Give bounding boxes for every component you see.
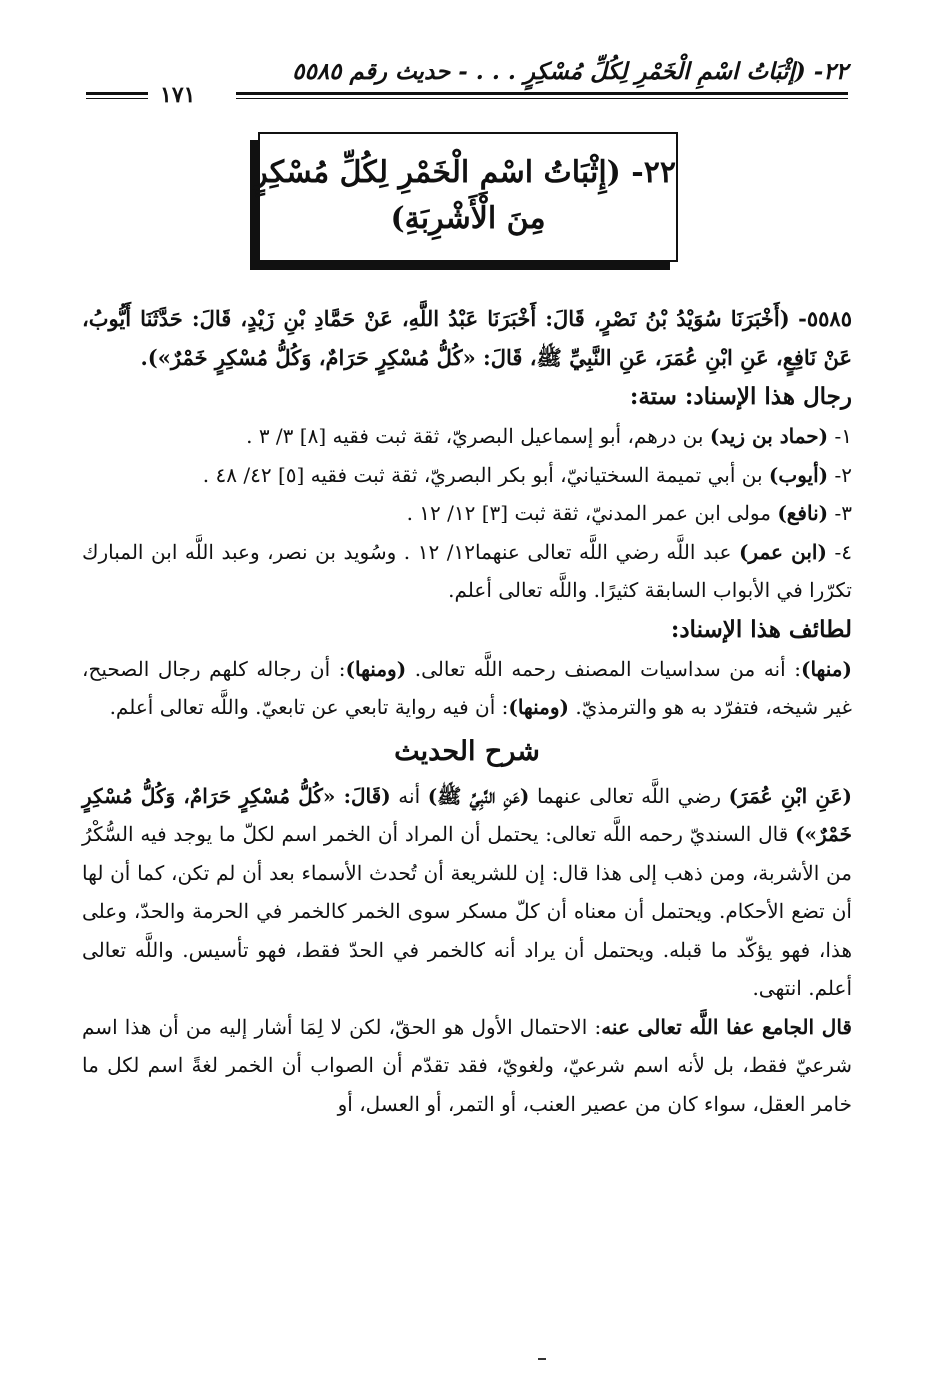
narrator-details: بن درهم، أبو إسماعيل البصريّ، ثقة ثبت فقيه [٨] ٣/ ٣ . <box>246 424 710 448</box>
narrator-name: (ابن عمر) <box>738 539 827 564</box>
chapter-title-line-1: ٢٢- (إِثْبَاتُ اسْمِ الْخَمْرِ لِكُلِّ مُسْكِرٍ <box>253 155 676 190</box>
page-content <box>82 300 852 1123</box>
narrator-name: (نافع) <box>777 501 829 525</box>
explanation-text: : الاحتمال الأول هو الحقّ، لكن لا لِمَا أشار إليه من أن هذا اسم شرعيّ فقط، بل لأنه اسم شرعيّ، ولغويّ، فقد تقدّم أن الصواب أن الخمر لغةً اسم لكل ما خامر العقل، سواء كان من عصير العنب، أو التمر، أو العسل، أو <box>82 1014 852 1116</box>
narrator-prefix: ٤- <box>826 539 852 564</box>
quoted-phrase: (عَنِ النَّبِيِّ ﷺ) <box>427 783 530 808</box>
narrator-item-2 <box>82 456 852 495</box>
page-number: ١٧١ <box>160 82 196 108</box>
hadith-paragraph <box>82 300 852 377</box>
running-title: ٢٢- (إثْبَاتُ اسْمِ الْخَمْرِ لِكُلِّ مُسْكِرٍ . . . - حديث رقم ٥٥٨٥ <box>292 58 848 85</box>
narrator-prefix: ١- <box>828 424 852 448</box>
explanation-text: أنه <box>390 783 428 808</box>
narrator-item-1 <box>82 417 852 456</box>
subtlety-label: (ومنها) <box>345 656 407 681</box>
subtlety-text: : أن رجاله كلهم رجال الصحيح، غير شيخه، فتفرّد به هو والترمذيّ. <box>82 656 852 719</box>
quoted-phrase: (عَنِ ابْنِ عُمَرَ) <box>728 783 852 808</box>
explanation-paragraph-1 <box>82 777 852 1008</box>
narrator-details: بن أبي تميمة السختيانيّ، أبو بكر البصريّ، ثقة ثبت فقيه [٥] ٤٢/ ٤٨ . <box>202 462 769 487</box>
chapter-title-box <box>253 132 678 262</box>
page-end-mark <box>538 1358 546 1360</box>
narrators-heading: رجال هذا الإسناد: ستة: <box>629 383 852 410</box>
explanation-text: رضي اللَّه تعالى عنهما <box>529 783 729 808</box>
subtlety-label: (ومنها) <box>508 695 570 719</box>
subtlety-text: : أن فيه رواية تابعي عن تابعيّ. واللَّه تعالى أعلم. <box>109 695 509 719</box>
running-header <box>86 52 848 108</box>
narrator-name: (حماد بن زيد) <box>709 424 829 448</box>
subtleties-heading: لطائف هذا الإسناد: <box>670 615 852 643</box>
narrator-item-4 <box>82 533 852 610</box>
explanation-text: قال السنديّ رحمه اللَّه تعالى: يحتمل أن المراد أن الخمر اسم لكلّ ما يوجد فيه السُّكْرُ من الأشربة، ومن ذهب إلى هذا قال: إن للشريعة أن تُحدث الأسماء بعد أن لم تكن، كما أن لها أن تضع الأحكام. ويحتمل أن معناه أن كلّ مسكر سوى الخمر كالخمر في الحرمة والحدّ، وعلى هذا، فهو يؤكّد ما قبله. ويحتمل أن يراد أنه كالخمر في الحدّ فقط، فهو تأسيس. واللَّه تعالى أعلم. انتهى. <box>82 822 852 1000</box>
narrator-item-3 <box>82 494 852 533</box>
author-remark-label: قال الجامع عفا اللَّه تعالى عنه <box>601 1014 852 1039</box>
subtleties-paragraph <box>82 650 852 727</box>
narrator-details: عبد اللَّه رضي اللَّه تعالى عنهما١٢/ ١٢ . وسُويد بن نصر، وعبد اللَّه ابن المبارك تكرّرا في الأبواب السابقة كثيرًا. واللَّه تعالى أعلم. <box>82 539 852 602</box>
subtlety-text: : أنه من سداسيات المصنف رحمه اللَّه تعالى. <box>406 656 801 681</box>
header-rule-long <box>236 92 848 99</box>
hadith-number: ٥٥٨٥- <box>798 306 852 331</box>
narrator-name: (أيوب) <box>768 462 829 487</box>
narrator-details: مولى ابن عمر المدنيّ، ثقة ثبت [٣] ١٢/ ١٢ . <box>406 501 778 525</box>
subtlety-label: (منها) <box>801 656 852 681</box>
quoted-phrase: (قَالَ: «كُلُّ مُسْكِرٍ حَرَامٌ، وَكُلُّ مُسْكِرٍ خَمْرٌ») <box>82 783 852 846</box>
explanation-heading: شرح الحديث <box>394 735 540 767</box>
chapter-title-line-2: مِنَ الْأَشْرِبَةِ) <box>390 201 546 236</box>
hadith-text: (أَخْبَرَنَا سُوَيْدُ بْنُ نَصْرٍ، قَالَ: أَخْبَرَنَا عَبْدُ اللَّهِ، عَنْ حَمَّادِ بْنِ زَيْدٍ، قَالَ: حَدَّثَنَا أَيُّوبُ، عَنْ نَافِعٍ، عَنِ ابْنِ عُمَرَ، عَنِ النَّبِيِّ ﷺ، قَالَ: «كُلُّ مُسْكِرٍ حَرَامٌ، وَكُلُّ مُسْكِرٍ خَمْرٌ»). <box>82 306 852 370</box>
narrator-prefix: ٢- <box>828 462 852 487</box>
explanation-paragraph-2 <box>82 1008 852 1124</box>
header-rule-short <box>86 92 148 99</box>
narrator-prefix: ٣- <box>828 501 852 525</box>
